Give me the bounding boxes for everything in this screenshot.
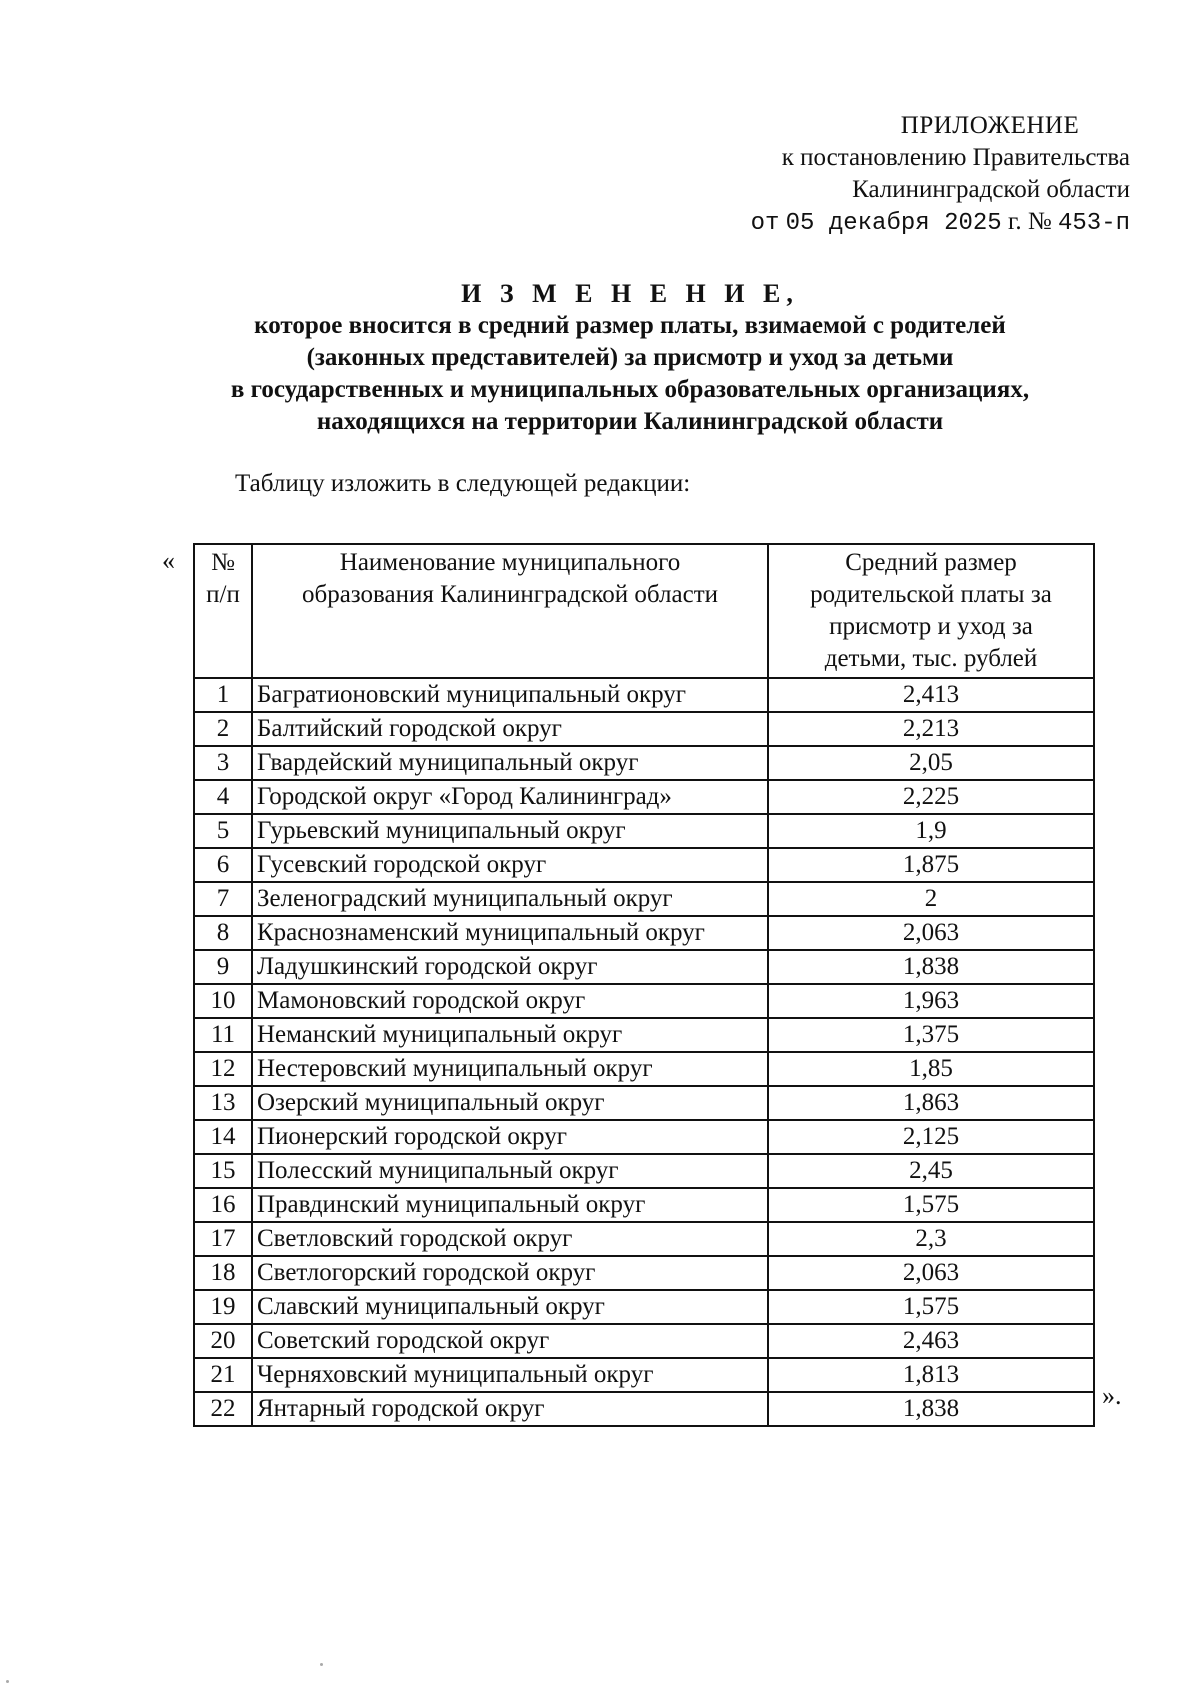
row-number: 13 <box>194 1086 252 1120</box>
row-number: 4 <box>194 780 252 814</box>
row-number: 19 <box>194 1290 252 1324</box>
row-fee-value: 2,05 <box>768 746 1094 780</box>
table-row <box>194 1086 1094 1120</box>
table-row <box>194 984 1094 1018</box>
quote-close: ». <box>1102 1381 1122 1410</box>
subtitle-line-3: в государственных и муниципальных образовательных организациях, <box>230 376 1030 403</box>
table-row <box>194 1392 1094 1426</box>
row-fee-value: 1,863 <box>768 1086 1094 1120</box>
date-suffix: г. № <box>1007 208 1052 235</box>
table-row <box>194 950 1094 984</box>
row-number: 7 <box>194 882 252 916</box>
row-fee-value: 1,9 <box>768 814 1094 848</box>
table-row <box>194 1222 1094 1256</box>
row-fee-value: 1,813 <box>768 1358 1094 1392</box>
intro-text: Таблицу изложить в следующей редакции: <box>235 470 691 497</box>
table-row <box>194 882 1094 916</box>
appendix-header <box>710 110 1130 240</box>
row-municipality: Светлогорский городской округ <box>252 1256 768 1290</box>
table-row <box>194 712 1094 746</box>
row-municipality: Городской округ «Город Калининград» <box>252 780 768 814</box>
table-row <box>194 1052 1094 1086</box>
row-municipality: Правдинский муниципальный округ <box>252 1188 768 1222</box>
subtitle-line-2: (законных представителей) за присмотр и уход за детьми <box>306 344 954 371</box>
row-fee-value: 2,213 <box>768 712 1094 746</box>
subtitle-line-1: которое вносится в средний размер платы, взимаемой с родителей <box>254 312 1006 339</box>
table-row <box>194 1188 1094 1222</box>
row-fee-value: 1,575 <box>768 1188 1094 1222</box>
quote-open: « <box>162 546 175 575</box>
appendix-line-1: к постановлению Правительства <box>781 144 1130 171</box>
row-municipality: Полесский муниципальный округ <box>252 1154 768 1188</box>
header-value: Средний размер родительской платы за присмотр и уход за детьми, тыс. рублей <box>768 544 1094 678</box>
scan-speck <box>6 1680 9 1683</box>
row-municipality: Ладушкинский городской округ <box>252 950 768 984</box>
row-number: 16 <box>194 1188 252 1222</box>
row-number: 21 <box>194 1358 252 1392</box>
document-title: И З М Е Н Е Н И Е, <box>461 279 799 308</box>
row-number: 6 <box>194 848 252 882</box>
row-fee-value: 1,875 <box>768 848 1094 882</box>
row-municipality: Пионерский городской округ <box>252 1120 768 1154</box>
row-fee-value: 1,963 <box>768 984 1094 1018</box>
resolution-number: 453-п <box>1057 210 1130 237</box>
fee-table <box>193 543 1095 1427</box>
appendix-line-2: Калининградской области <box>852 176 1130 203</box>
table-body <box>194 678 1094 1426</box>
row-municipality: Озерский муниципальный округ <box>252 1086 768 1120</box>
row-fee-value: 2,45 <box>768 1154 1094 1188</box>
row-number: 17 <box>194 1222 252 1256</box>
row-municipality: Гурьевский муниципальный округ <box>252 814 768 848</box>
table-row <box>194 1018 1094 1052</box>
row-number: 22 <box>194 1392 252 1426</box>
table-row <box>194 1358 1094 1392</box>
row-number: 18 <box>194 1256 252 1290</box>
appendix-date-line <box>710 206 1130 240</box>
row-municipality: Багратионовский муниципальный округ <box>252 678 768 712</box>
row-number: 14 <box>194 1120 252 1154</box>
row-municipality: Советский городской округ <box>252 1324 768 1358</box>
table-row <box>194 848 1094 882</box>
table-row <box>194 780 1094 814</box>
table-row <box>194 678 1094 712</box>
subtitle-line-4: находящихся на территории Калининградской области <box>316 408 944 435</box>
row-fee-value: 2,225 <box>768 780 1094 814</box>
row-number: 15 <box>194 1154 252 1188</box>
header-name: Наименование муниципального образования Калининградской области <box>252 544 768 678</box>
row-fee-value: 1,838 <box>768 950 1094 984</box>
row-number: 20 <box>194 1324 252 1358</box>
row-fee-value: 2,063 <box>768 916 1094 950</box>
row-number: 8 <box>194 916 252 950</box>
row-municipality: Янтарный городской округ <box>252 1392 768 1426</box>
row-municipality: Черняховский муниципальный округ <box>252 1358 768 1392</box>
row-fee-value: 2,125 <box>768 1120 1094 1154</box>
row-fee-value: 2,063 <box>768 1256 1094 1290</box>
row-municipality: Неманский муниципальный округ <box>252 1018 768 1052</box>
row-number: 5 <box>194 814 252 848</box>
row-municipality: Краснознаменский муниципальный округ <box>252 916 768 950</box>
row-number: 12 <box>194 1052 252 1086</box>
row-number: 1 <box>194 678 252 712</box>
table-row <box>194 1290 1094 1324</box>
row-fee-value: 1,85 <box>768 1052 1094 1086</box>
row-number: 2 <box>194 712 252 746</box>
row-fee-value: 1,375 <box>768 1018 1094 1052</box>
row-municipality: Нестеровский муниципальный округ <box>252 1052 768 1086</box>
row-municipality: Гвардейский муниципальный округ <box>252 746 768 780</box>
row-number: 3 <box>194 746 252 780</box>
appendix-title: ПРИЛОЖЕНИЕ <box>900 112 1080 139</box>
row-fee-value: 1,838 <box>768 1392 1094 1426</box>
table-row <box>194 814 1094 848</box>
row-fee-value: 1,575 <box>768 1290 1094 1324</box>
table-row <box>194 1120 1094 1154</box>
date-value: 05 декабря 2025 <box>785 210 1002 237</box>
row-fee-value: 2,463 <box>768 1324 1094 1358</box>
row-municipality: Гусевский городской округ <box>252 848 768 882</box>
document-title-block <box>150 278 1110 438</box>
row-number: 9 <box>194 950 252 984</box>
row-municipality: Славский муниципальный округ <box>252 1290 768 1324</box>
scan-speck <box>320 1663 323 1666</box>
row-municipality: Мамоновский городской округ <box>252 984 768 1018</box>
table-row <box>194 1256 1094 1290</box>
row-fee-value: 2,3 <box>768 1222 1094 1256</box>
row-number: 11 <box>194 1018 252 1052</box>
row-number: 10 <box>194 984 252 1018</box>
table-row <box>194 916 1094 950</box>
row-municipality: Балтийский городской округ <box>252 712 768 746</box>
table-row <box>194 1154 1094 1188</box>
date-prefix: от <box>750 210 780 237</box>
header-num: № п/п <box>194 544 252 678</box>
row-fee-value: 2 <box>768 882 1094 916</box>
row-fee-value: 2,413 <box>768 678 1094 712</box>
row-municipality: Зеленоградский муниципальный округ <box>252 882 768 916</box>
table-row <box>194 1324 1094 1358</box>
row-municipality: Светловский городской округ <box>252 1222 768 1256</box>
table-row <box>194 746 1094 780</box>
table-header-row <box>194 544 1094 678</box>
